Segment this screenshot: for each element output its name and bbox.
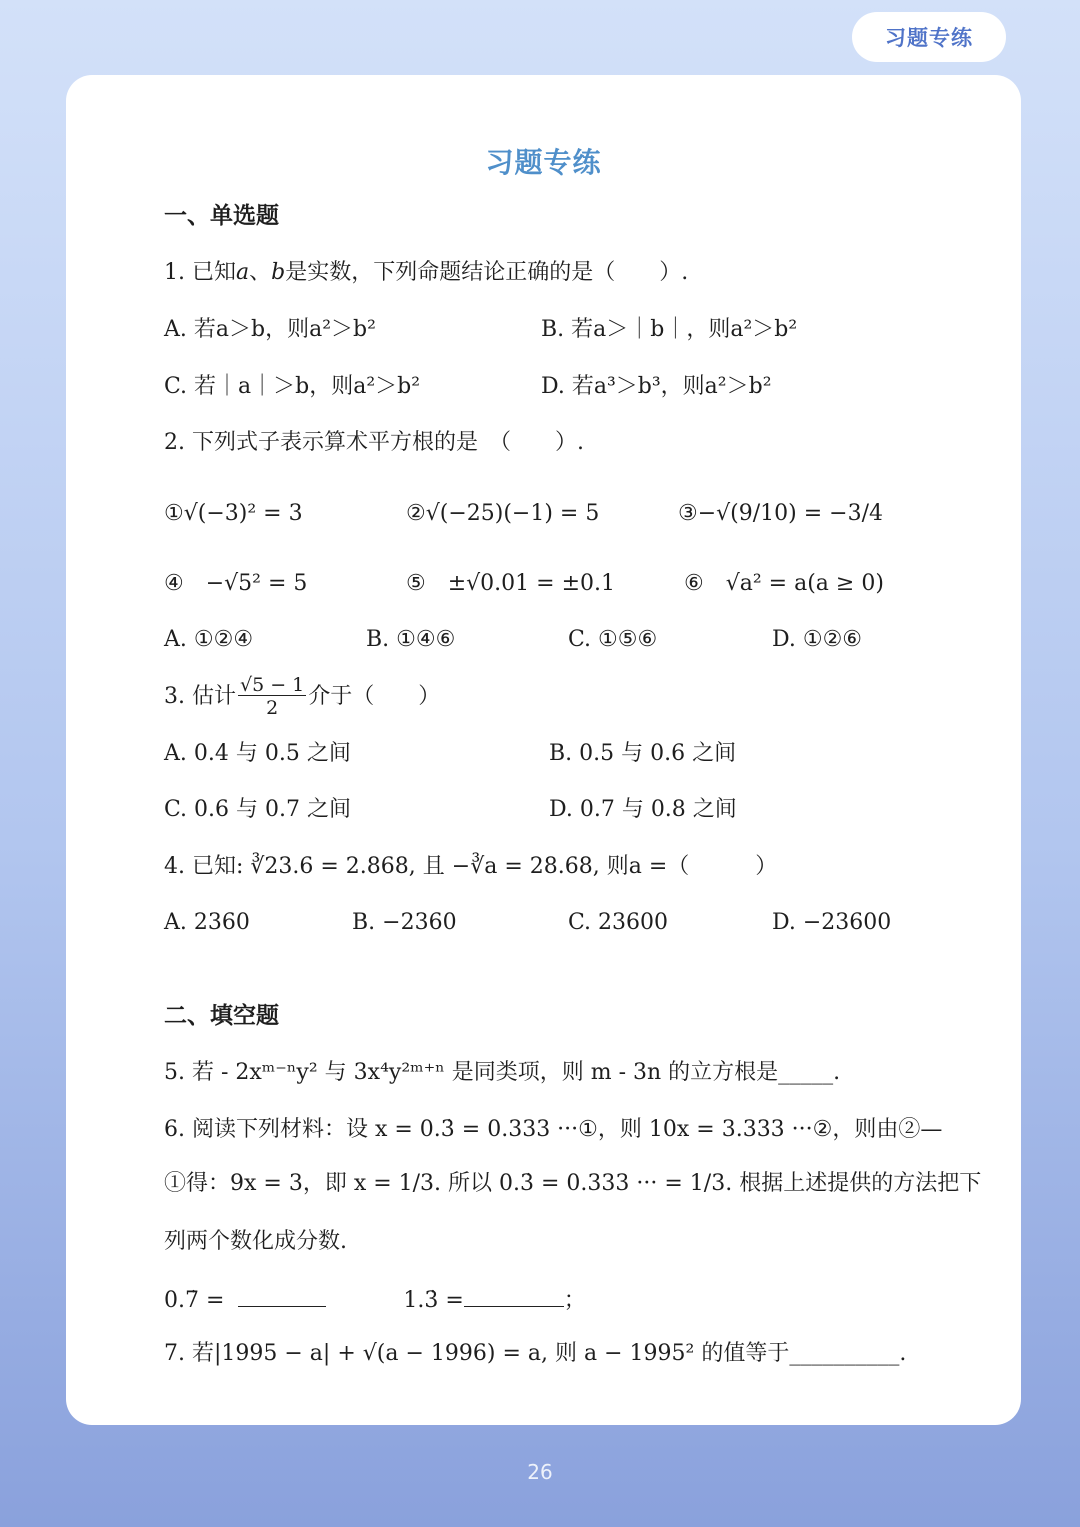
header-tag: 习题专练 xyxy=(852,12,1006,62)
question-1-option-c: C. 若｜a｜＞b，则a²＞b² xyxy=(164,374,421,399)
question-4-stem: 4. 已知: ∛23.6 = 2.868, 且 −∛a = 28.68, 则a =（ ） xyxy=(164,854,778,879)
section-heading-fill-blank: 二、填空题 xyxy=(164,1003,279,1029)
question-4-option-c: C. 23600 xyxy=(568,910,669,935)
question-2-option-c: C. ①⑤⑥ xyxy=(568,627,658,652)
question-2-expression-1: ①√(−3)² = 3 xyxy=(164,501,303,526)
question-2-option-b: B. ①④⑥ xyxy=(366,627,456,652)
question-1-stem: 1. 已知a、b是实数，下列命题结论正确的是（ ）. xyxy=(164,260,689,285)
question-3-option-b: B. 0.5 与 0.6 之间 xyxy=(549,741,737,766)
section-heading-single-choice: 一、单选题 xyxy=(164,203,279,229)
question-1-option-a: A. 若a＞b，则a²＞b² xyxy=(164,317,376,342)
question-6-line-2: ①得：9x = 3，即 x = 1/3. 所以 0.3̇ = 0.333 ··· = 1/3. 根据上述提供的方法把下 xyxy=(164,1171,982,1196)
exercise-card xyxy=(66,75,1021,1425)
question-4-option-b: B. −2360 xyxy=(352,910,457,935)
question-2-expression-3: ③−√(9/10) = −3/4 xyxy=(678,501,884,526)
question-4-option-a: A. 2360 xyxy=(164,910,250,935)
question-7-stem: 7. 若|1995 − a| + √(a − 1996) = a, 则 a − 1995² 的值等于__________. xyxy=(164,1341,907,1366)
answer-blank-1[interactable] xyxy=(238,1285,326,1307)
page-title: 习题专练 xyxy=(485,146,602,179)
question-6-blanks: 0.7̇ = 1.3̇ = ； xyxy=(164,1285,586,1316)
question-3-option-d: D. 0.7 与 0.8 之间 xyxy=(549,797,737,822)
question-2-option-d: D. ①②⑥ xyxy=(772,627,863,652)
question-5-stem: 5. 若 - 2xᵐ⁻ⁿy² 与 3x⁴y²ᵐ⁺ⁿ 是同类项，则 m - 3n 的立方根是_____. xyxy=(164,1060,841,1085)
question-1-option-b: B. 若a＞｜b｜，则a²＞b² xyxy=(541,317,798,342)
question-4-option-d: D. −23600 xyxy=(772,910,892,935)
question-6-line-1: 6. 阅读下列材料：设 x = 0.3̇ = 0.333 ···①，则 10x = 3.333 ···②，则由②— xyxy=(164,1117,943,1142)
question-2-expression-4: ④ −√5² = 5 xyxy=(164,571,308,596)
question-2-expression-6: ⑥ √a² = a(a ≥ 0) xyxy=(684,571,884,596)
answer-blank-2[interactable] xyxy=(464,1285,564,1307)
question-2-stem: 2. 下列式子表示算术平方根的是 （ ）. xyxy=(164,430,584,455)
question-3-option-c: C. 0.6 与 0.7 之间 xyxy=(164,797,351,822)
page-number: 26 xyxy=(527,1460,553,1484)
question-2-expression-2: ②√(−25)(−1) = 5 xyxy=(406,501,600,526)
question-6-line-3: 列两个数化成分数. xyxy=(164,1229,347,1254)
question-3-stem: 3. 估计 $\frac{√5 - 1}{2}$ 介于（ ） xyxy=(164,674,441,719)
question-2-option-a: A. ①②④ xyxy=(164,627,254,652)
question-3-fraction: $\frac{√5 - 1}{2}$ xyxy=(239,674,305,719)
question-2-expression-5: ⑤ ±√0.01 = ±0.1 xyxy=(406,571,616,596)
question-1-option-d: D. 若a³＞b³，则a²＞b² xyxy=(541,374,772,399)
question-3-option-a: A. 0.4 与 0.5 之间 xyxy=(164,741,351,766)
